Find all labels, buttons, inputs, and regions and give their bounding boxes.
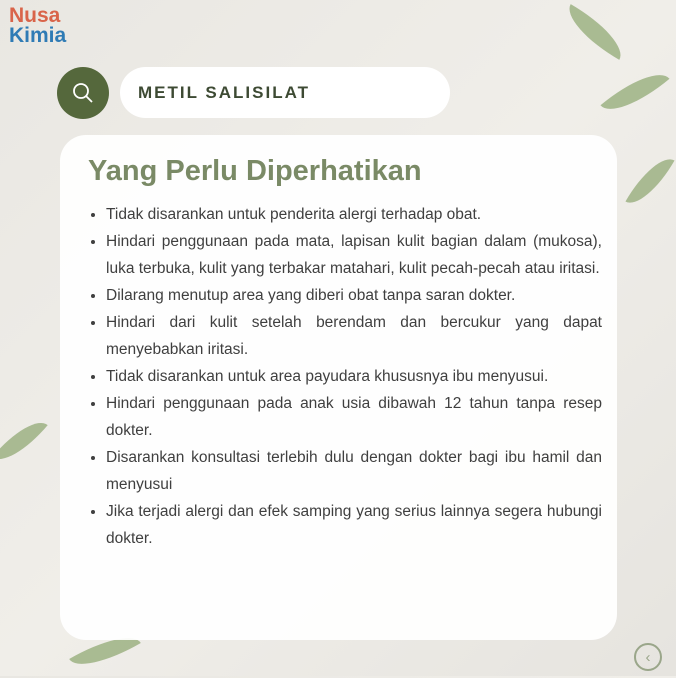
leaf-decoration [0, 411, 48, 471]
list-item: • Tidak disarankan untuk penderita alergi terhadap obat. [106, 201, 602, 228]
list-item: • Hindari penggunaan pada mata, lapisan kulit bagian dalam (mukosa), luka terbuka, kulit yang terbakar matahari, kulit pecah-pecah atau iritasi. [106, 228, 602, 282]
logo [9, 6, 66, 46]
search-icon [72, 82, 94, 104]
list-item: • Hindari penggunaan pada anak usia dibawah 12 tahun tanpa resep dokter. [106, 390, 602, 444]
leaf-decoration [625, 150, 674, 213]
chevron-left-icon: ‹ [645, 648, 651, 666]
precaution-list [88, 201, 602, 552]
info-card [60, 135, 617, 640]
list-item: • Tidak disarankan untuk area payudara khususnya ibu menyusui. [106, 363, 602, 390]
search-input[interactable] [120, 67, 450, 118]
leaf-decoration [600, 60, 669, 123]
list-item: • Jika terjadi alergi dan efek samping yang serius lainnya segera hubungi dokter. [106, 498, 602, 552]
search-button[interactable] [57, 67, 109, 119]
list-item: • Dilarang menutup area yang diberi obat tanpa saran dokter. [106, 282, 602, 309]
logo-line1: Nusa [9, 4, 61, 27]
list-item: • Hindari dari kulit setelah berendam dan bercukur yang dapat menyebabkan iritasi. [106, 309, 602, 363]
leaf-decoration [559, 4, 632, 60]
list-item: • Disarankan konsultasi terlebih dulu dengan dokter bagi ibu hamil dan menyusui [106, 444, 602, 498]
search-query: METIL SALISILAT [138, 82, 310, 102]
logo-line2: Kimia [9, 24, 67, 47]
back-button[interactable] [634, 643, 662, 671]
card-title: Yang Perlu Diperhatikan [88, 155, 422, 187]
